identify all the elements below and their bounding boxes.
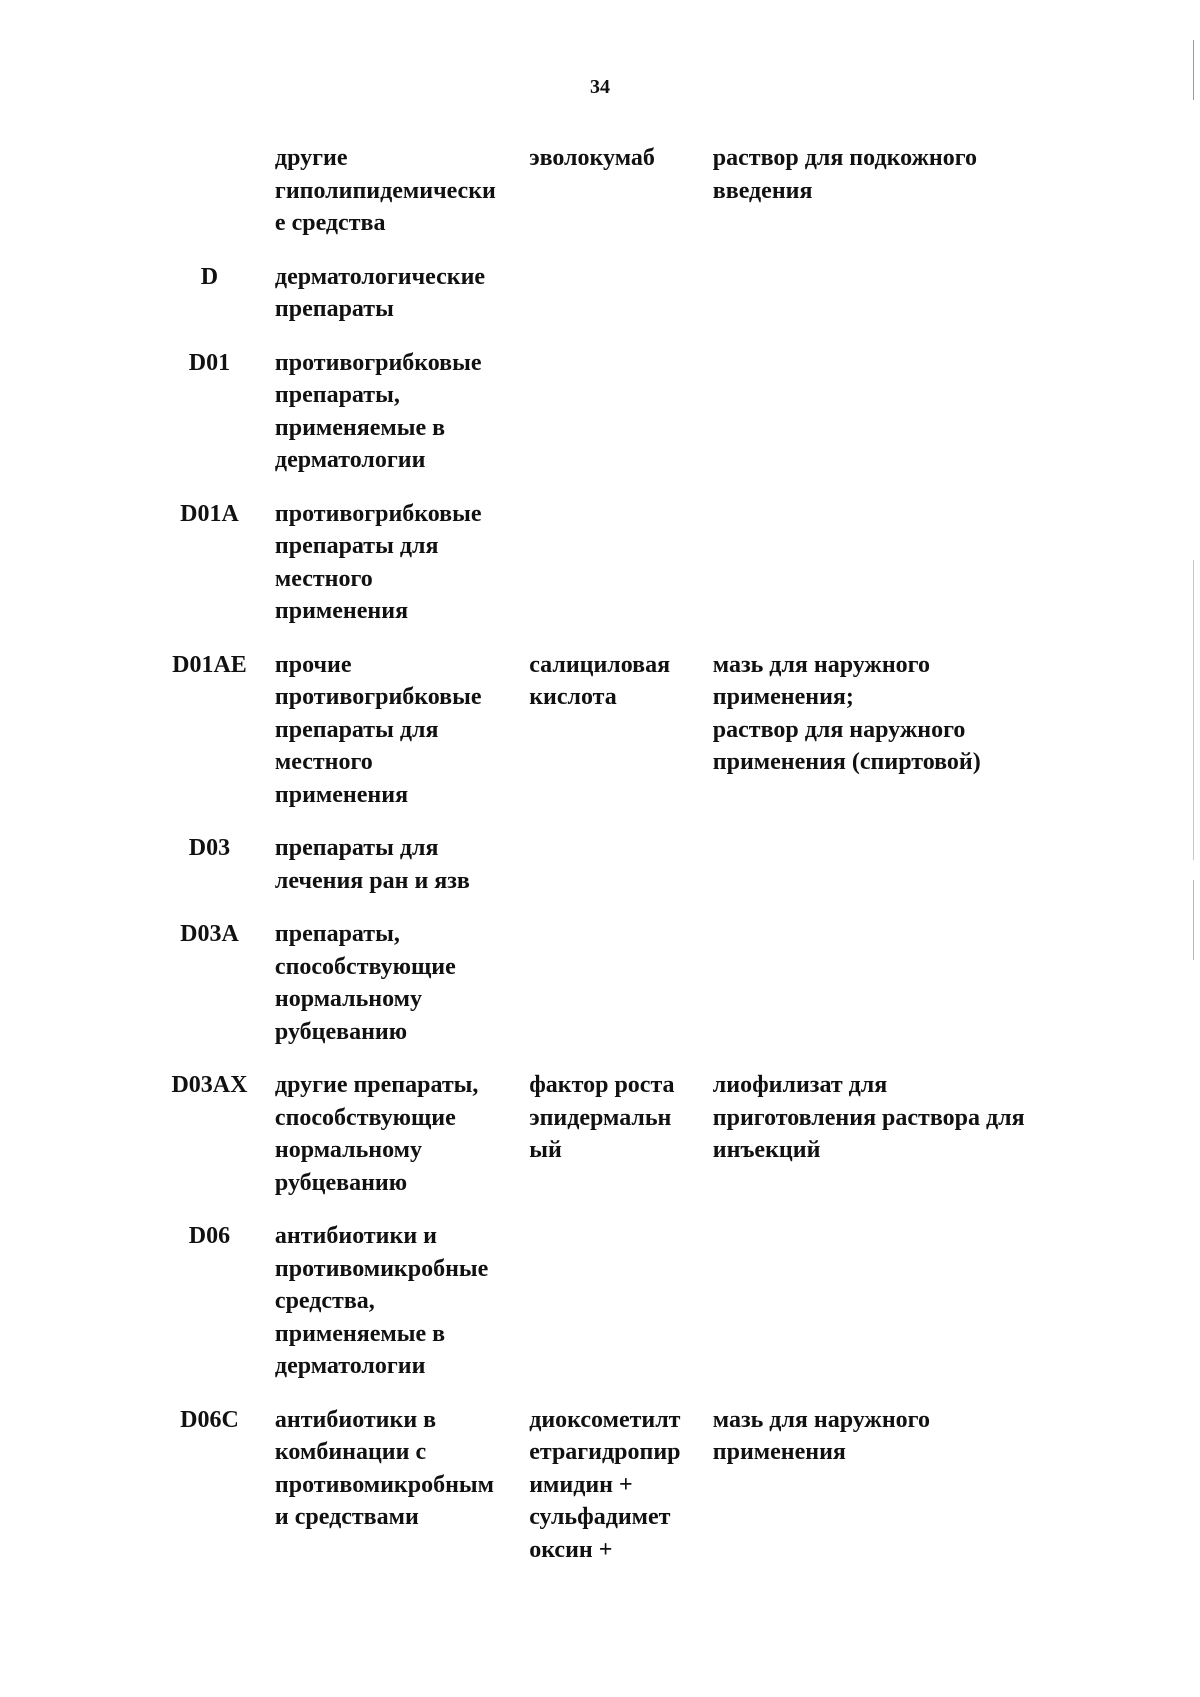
- anatomic-therapeutic-group-cell-text: противогрибковые препараты для местного применения: [274, 500, 482, 624]
- anatomic-therapeutic-group-cell: [259, 1220, 529, 1404]
- dosage-form-cell: [713, 261, 1080, 347]
- atc-code-cell-text: D01A: [180, 500, 239, 527]
- table-row: [160, 918, 1080, 1069]
- page-number: 34: [590, 76, 610, 98]
- anatomic-therapeutic-group-cell-text: антибиотики в комбинации с противомикробным и средствами: [274, 1406, 495, 1530]
- anatomic-therapeutic-group-cell: [259, 498, 529, 649]
- drug-name-cell-text: диоксометилт етрагидропир имидин + сульфадимет оксин +: [529, 1406, 681, 1563]
- anatomic-therapeutic-group-cell-text: антибиотики и противомикробные средства, применяемые в дерматологии: [274, 1223, 489, 1379]
- anatomic-therapeutic-group-cell-text: прочие противогрибковые препараты для местного применения: [274, 651, 482, 808]
- dosage-form-cell: [713, 1220, 1080, 1404]
- table-row: [160, 347, 1080, 498]
- atc-code-cell: [160, 918, 259, 1069]
- drug-name-cell-text: эволокумаб: [529, 145, 655, 171]
- anatomic-therapeutic-group-cell-text: препараты, способствующие нормальному рубцеванию: [274, 921, 456, 1045]
- scan-edge-mark: [1193, 880, 1194, 960]
- drug-name-cell: [529, 1404, 713, 1588]
- drug-name-cell: [529, 347, 713, 498]
- anatomic-therapeutic-group-cell-text: другие препараты, способствующие нормальному рубцеванию: [274, 1072, 479, 1196]
- drug-name-cell-text: фактор роста эпидермальн ый: [529, 1072, 675, 1163]
- atc-code-cell-text: D03: [188, 835, 231, 861]
- scan-edge-mark: [1193, 560, 1194, 860]
- atc-code-cell: [160, 498, 259, 649]
- anatomic-therapeutic-group-cell-text: препараты для лечения ран и язв: [274, 835, 470, 894]
- drug-name-cell: [529, 498, 713, 649]
- atc-code-cell: [160, 1220, 259, 1404]
- dosage-form-cell: [713, 1069, 1080, 1220]
- dosage-form-cell-text: лиофилизат для приготовления раствора для инъекций: [712, 1072, 1025, 1163]
- anatomic-therapeutic-group-cell-text: другие гиполипидемически е средства: [274, 145, 496, 236]
- table-row: [160, 498, 1080, 649]
- anatomic-therapeutic-group-cell: [259, 142, 529, 261]
- table-row: [160, 261, 1080, 347]
- atc-code-cell: [160, 649, 259, 833]
- table-row: [160, 1069, 1080, 1220]
- table-row: [160, 832, 1080, 918]
- dosage-form-cell: [713, 498, 1080, 649]
- table-row: [160, 1404, 1080, 1588]
- atc-code-cell: [160, 347, 259, 498]
- table-body: [160, 142, 1080, 1587]
- atc-code-cell-text: D06C: [180, 1406, 239, 1433]
- drug-classification-table: [160, 142, 1080, 1587]
- anatomic-therapeutic-group-cell: [259, 261, 529, 347]
- anatomic-therapeutic-group-cell: [259, 832, 529, 918]
- atc-code-cell-text: D: [200, 263, 219, 290]
- table-row: [160, 649, 1080, 833]
- atc-code-cell-text: D03A: [180, 921, 239, 947]
- drug-name-cell: [529, 1220, 713, 1404]
- atc-code-cell: [160, 261, 259, 347]
- atc-code-cell-text: D03AX: [171, 1072, 248, 1098]
- drug-name-cell: [529, 918, 713, 1069]
- atc-code-cell-text: D01AE: [172, 651, 247, 678]
- dosage-form-cell-text: раствор для подкожного введения: [712, 145, 978, 204]
- atc-code-cell-text: D06: [188, 1223, 231, 1249]
- dosage-form-cell-text: мазь для наружного применения: [712, 1406, 930, 1465]
- dosage-form-cell: [713, 832, 1080, 918]
- table-row: [160, 1220, 1080, 1404]
- drug-name-cell: [529, 649, 713, 833]
- atc-code-cell: [160, 1069, 259, 1220]
- scan-edge-mark: [1193, 40, 1194, 100]
- anatomic-therapeutic-group-cell: [259, 918, 529, 1069]
- atc-code-cell: [160, 142, 259, 261]
- atc-code-cell: [160, 1404, 259, 1588]
- drug-name-cell: [529, 1069, 713, 1220]
- drug-name-cell: [529, 142, 713, 261]
- atc-code-cell: [160, 832, 259, 918]
- dosage-form-cell: [713, 142, 1080, 261]
- drug-name-cell: [529, 832, 713, 918]
- anatomic-therapeutic-group-cell-text: дерматологические препараты: [274, 263, 486, 322]
- drug-name-cell-text: салициловая кислота: [529, 651, 671, 710]
- anatomic-therapeutic-group-cell: [259, 347, 529, 498]
- anatomic-therapeutic-group-cell: [259, 1404, 529, 1588]
- dosage-form-cell: [713, 347, 1080, 498]
- dosage-form-cell: [713, 649, 1080, 833]
- table-row: [160, 142, 1080, 261]
- anatomic-therapeutic-group-cell: [259, 1069, 529, 1220]
- drug-name-cell: [529, 261, 713, 347]
- anatomic-therapeutic-group-cell: [259, 649, 529, 833]
- anatomic-therapeutic-group-cell-text: противогрибковые препараты, применяемые в дерматологии: [274, 349, 482, 473]
- atc-code-cell-text: D01: [188, 349, 231, 376]
- dosage-form-cell: [713, 1404, 1080, 1588]
- dosage-form-cell: [713, 918, 1080, 1069]
- dosage-form-cell-text: мазь для наружного применения; раствор для наружного применения (спиртовой): [712, 651, 981, 775]
